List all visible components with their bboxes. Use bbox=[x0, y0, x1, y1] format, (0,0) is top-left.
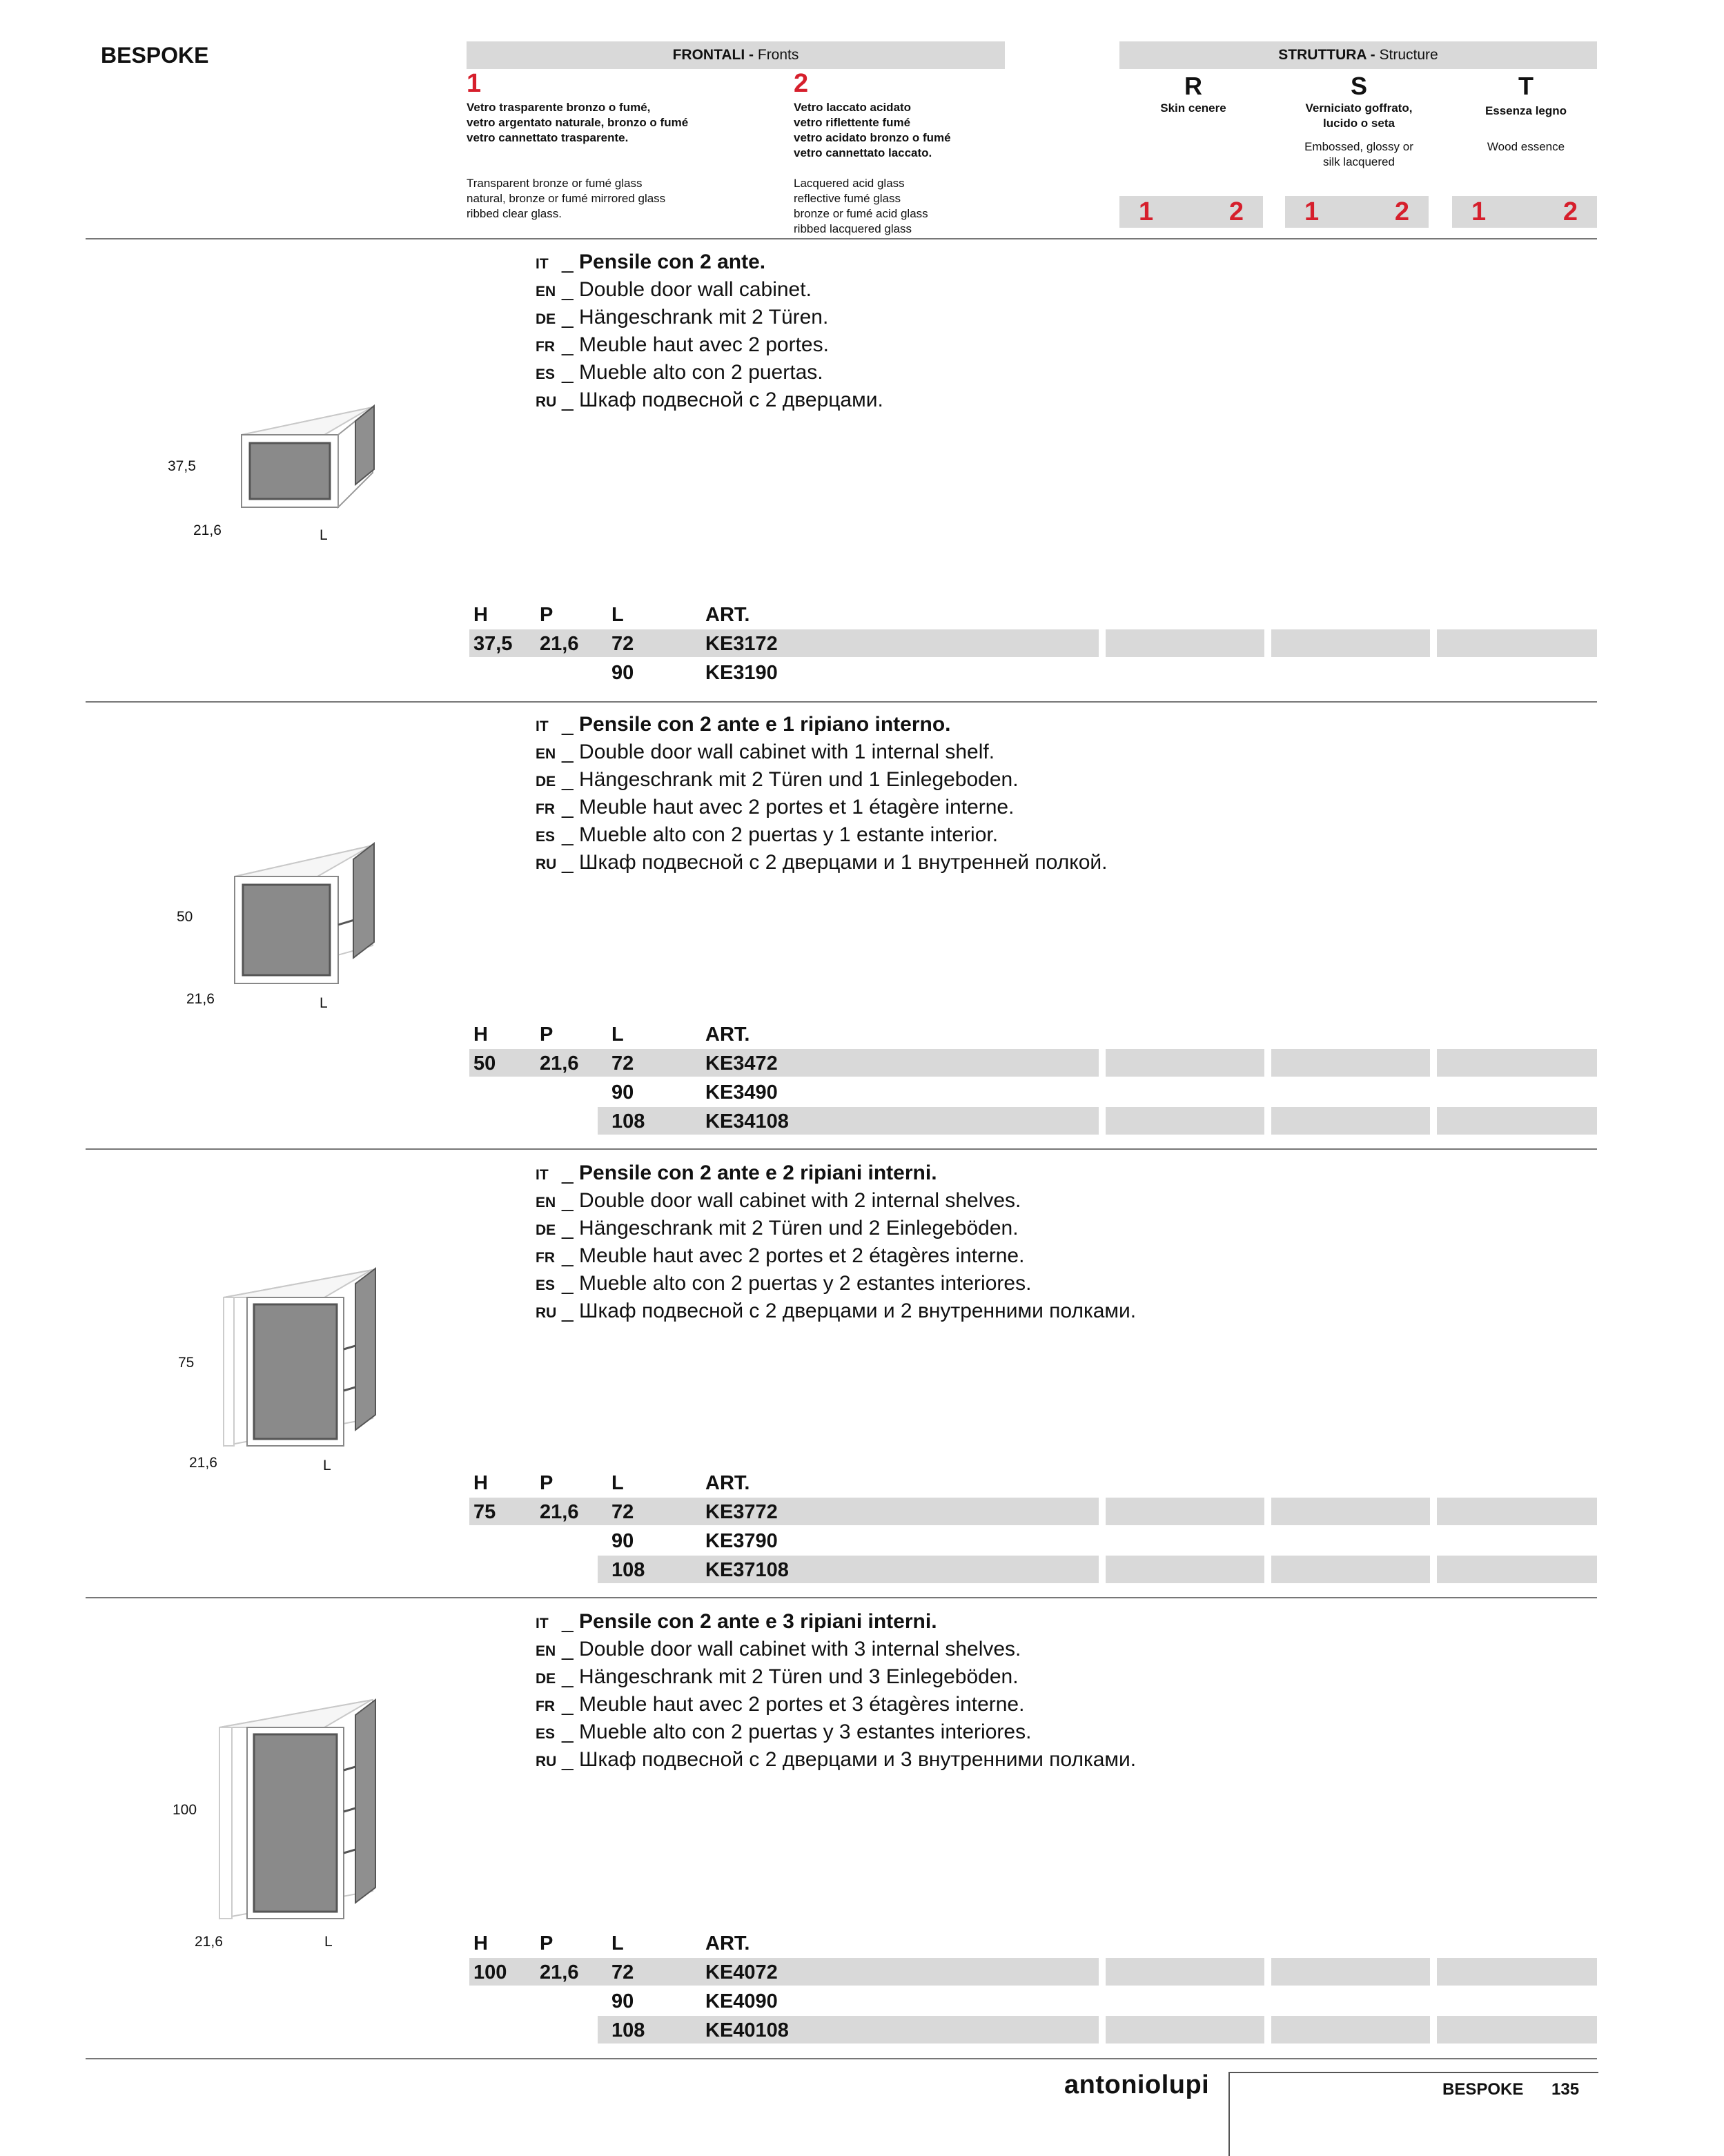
grid-number: 1 bbox=[1139, 197, 1154, 226]
lang-code: RU bbox=[536, 1305, 557, 1321]
structure-s-it: Verniciato goffrato, bbox=[1305, 101, 1413, 115]
front-2-en-line: bronze or fumé acid glass bbox=[794, 207, 928, 220]
dim-depth-label: 21,6 bbox=[193, 522, 222, 538]
cabinet-drawing-4 bbox=[214, 1694, 380, 1929]
lang-code: RU bbox=[536, 856, 557, 872]
footer-page-number: 135 bbox=[1551, 2080, 1580, 2099]
dim-height-label: 37,5 bbox=[168, 458, 196, 474]
col-l-header: L bbox=[611, 1472, 624, 1494]
desc-line: EN _ Double door wall cabinet with 2 internal shelves. bbox=[536, 1187, 1136, 1215]
desc-text: Meuble haut avec 2 portes et 2 étagères interne. bbox=[579, 1244, 1025, 1267]
front-1-it-line: vetro cannettato trasparente. bbox=[467, 131, 629, 144]
fronts-header-normal: Fronts bbox=[754, 47, 799, 63]
grid-number: 1 bbox=[1471, 197, 1487, 226]
desc-line: RU _ Шкаф подвесной с 2 дверцами. bbox=[536, 386, 883, 414]
product-3-description bbox=[536, 1159, 1136, 1325]
brand-logo: antoniolupi bbox=[1064, 2070, 1210, 2099]
table-cell-t bbox=[1437, 1107, 1597, 1135]
front-1-en-line: ribbed clear glass. bbox=[467, 207, 562, 220]
desc-text: Hängeschrank mit 2 Türen. bbox=[579, 306, 829, 329]
table-cell-t bbox=[1437, 2016, 1597, 2044]
cabinet-drawing-1 bbox=[221, 393, 380, 518]
dim-depth-label: 21,6 bbox=[189, 1455, 217, 1471]
structure-t-letter: T bbox=[1518, 72, 1534, 100]
row-art: KE37108 bbox=[705, 1559, 789, 1581]
table-cell-r bbox=[1106, 1498, 1264, 1525]
section-divider bbox=[86, 2058, 1597, 2059]
col-art-header: ART. bbox=[705, 604, 750, 626]
desc-text: Double door wall cabinet with 2 internal shelves. bbox=[579, 1189, 1021, 1212]
row-l: 72 bbox=[611, 1961, 634, 1983]
desc-text: Mueble alto con 2 puertas y 1 estante interior. bbox=[579, 823, 999, 846]
desc-text: Meuble haut avec 2 portes et 3 étagères interne. bbox=[579, 1693, 1025, 1716]
desc-line: FR _ Meuble haut avec 2 portes. bbox=[536, 331, 883, 359]
structure-s bbox=[1285, 72, 1433, 170]
dim-width-label: L bbox=[324, 1934, 333, 1950]
col-h-header: H bbox=[473, 604, 488, 626]
desc-line: FR _ Meuble haut avec 2 portes et 1 étagère interne. bbox=[536, 794, 1108, 821]
desc-line: EN _ Double door wall cabinet. bbox=[536, 276, 883, 304]
desc-line: EN _ Double door wall cabinet with 1 internal shelf. bbox=[536, 738, 1108, 766]
table-cell-t bbox=[1437, 629, 1597, 657]
dim-depth-label: 21,6 bbox=[195, 1934, 223, 1950]
table-cell-r bbox=[1106, 1107, 1264, 1135]
front-2-desc bbox=[794, 100, 951, 237]
front-2-it-line: vetro riflettente fumé bbox=[794, 116, 911, 129]
desc-line: ES _ Mueble alto con 2 puertas. bbox=[536, 359, 883, 386]
row-l: 72 bbox=[611, 1052, 634, 1075]
desc-line: DE _ Hängeschrank mit 2 Türen und 1 Einlegeboden. bbox=[536, 766, 1108, 794]
row-h: 75 bbox=[473, 1501, 496, 1523]
col-art-header: ART. bbox=[705, 1023, 750, 1046]
structure-header-bold: STRUTTURA - bbox=[1278, 47, 1375, 63]
table-cell-s bbox=[1271, 1556, 1430, 1583]
table-cell-s bbox=[1271, 1498, 1430, 1525]
row-l: 90 bbox=[611, 1990, 634, 2012]
lang-code: DE bbox=[536, 1222, 556, 1238]
front-1-it-line: vetro argentato naturale, bronzo o fumé bbox=[467, 116, 689, 129]
front-2-it-line: vetro cannettato laccato. bbox=[794, 146, 932, 159]
footer-section: BESPOKE bbox=[1442, 2080, 1524, 2099]
desc-text: Pensile con 2 ante e 3 ripiani interni. bbox=[579, 1610, 937, 1633]
row-p: 21,6 bbox=[540, 1501, 579, 1523]
lang-code: IT bbox=[536, 718, 549, 734]
fronts-header-bold: FRONTALI - bbox=[672, 47, 754, 63]
row-art: KE4090 bbox=[705, 1990, 778, 2012]
table-cell-r bbox=[1106, 1958, 1264, 1986]
desc-line: DE _ Hängeschrank mit 2 Türen. bbox=[536, 304, 883, 331]
table-cell-r bbox=[1106, 629, 1264, 657]
page-title: BESPOKE bbox=[101, 43, 209, 68]
row-h: 50 bbox=[473, 1052, 496, 1075]
table-cell-r bbox=[1106, 1049, 1264, 1077]
desc-line: FR _ Meuble haut avec 2 portes et 2 étagères interne. bbox=[536, 1242, 1136, 1270]
desc-text: Double door wall cabinet with 1 internal shelf. bbox=[579, 741, 995, 763]
lang-code: EN bbox=[536, 1195, 556, 1211]
front-2-number: 2 bbox=[794, 69, 809, 98]
row-l: 72 bbox=[611, 1501, 634, 1523]
desc-text: Meuble haut avec 2 portes. bbox=[579, 333, 829, 356]
structure-header-normal: Structure bbox=[1375, 47, 1438, 63]
table-row-bg bbox=[598, 1556, 1099, 1583]
row-art: KE3490 bbox=[705, 1081, 778, 1104]
col-h-header: H bbox=[473, 1023, 488, 1046]
row-art: KE4072 bbox=[705, 1961, 778, 1983]
structure-t-grid bbox=[1452, 196, 1597, 228]
table-cell-s bbox=[1271, 2016, 1430, 2044]
desc-text: Hängeschrank mit 2 Türen und 2 Einlegeböden. bbox=[579, 1217, 1019, 1239]
lang-code: RU bbox=[536, 394, 557, 410]
col-l-header: L bbox=[611, 1023, 624, 1046]
row-art: KE3472 bbox=[705, 1052, 778, 1075]
desc-line: ES _ Mueble alto con 2 puertas y 1 estante interior. bbox=[536, 821, 1108, 849]
col-art-header: ART. bbox=[705, 1472, 750, 1494]
structure-t-en: Wood essence bbox=[1487, 140, 1565, 153]
front-1-en-line: Transparent bronze or fumé glass bbox=[467, 177, 643, 190]
lang-code: DE bbox=[536, 774, 556, 790]
desc-line: DE _ Hängeschrank mit 2 Türen und 2 Einlegeböden. bbox=[536, 1215, 1136, 1242]
lang-code: ES bbox=[536, 366, 556, 382]
desc-text: Mueble alto con 2 puertas. bbox=[579, 361, 823, 384]
table-cell-t bbox=[1437, 1498, 1597, 1525]
desc-line: RU _ Шкаф подвесной с 2 дверцами и 1 внутренней полкой. bbox=[536, 849, 1108, 876]
row-l: 72 bbox=[611, 633, 634, 655]
dim-depth-label: 21,6 bbox=[186, 991, 215, 1007]
col-h-header: H bbox=[473, 1472, 488, 1494]
section-divider bbox=[86, 1597, 1597, 1598]
structure-s-letter: S bbox=[1350, 72, 1367, 100]
desc-line: RU _ Шкаф подвесной с 2 дверцами и 2 внутренними полками. bbox=[536, 1297, 1136, 1325]
lang-code: FR bbox=[536, 1698, 555, 1714]
table-cell-s bbox=[1271, 1107, 1430, 1135]
desc-text: Meuble haut avec 2 portes et 1 étagère interne. bbox=[579, 796, 1015, 819]
row-l: 90 bbox=[611, 1081, 634, 1104]
grid-number: 1 bbox=[1304, 197, 1320, 226]
row-p: 21,6 bbox=[540, 633, 579, 655]
desc-line: IT _ Pensile con 2 ante e 1 ripiano interno. bbox=[536, 711, 1108, 738]
front-2-it-line: Vetro laccato acidato bbox=[794, 101, 912, 114]
col-p-header: P bbox=[540, 604, 554, 626]
desc-line: IT _ Pensile con 2 ante e 3 ripiani interni. bbox=[536, 1608, 1136, 1636]
section-divider bbox=[86, 1148, 1597, 1150]
structure-r-letter: R bbox=[1184, 72, 1202, 100]
row-art: KE34108 bbox=[705, 1110, 789, 1133]
lang-code: FR bbox=[536, 339, 555, 355]
lang-code: DE bbox=[536, 1671, 556, 1687]
structure-t bbox=[1452, 72, 1600, 155]
row-h: 100 bbox=[473, 1961, 507, 1983]
cabinet-drawing-3 bbox=[214, 1263, 380, 1456]
lang-code: IT bbox=[536, 256, 549, 272]
lang-code: EN bbox=[536, 1643, 556, 1659]
desc-text: Mueble alto con 2 puertas y 2 estantes interiores. bbox=[579, 1272, 1032, 1295]
structure-s-grid bbox=[1285, 196, 1429, 228]
lang-code: DE bbox=[536, 311, 556, 327]
desc-text: Шкаф подвесной с 2 дверцами и 2 внутренними полками. bbox=[579, 1300, 1137, 1322]
lang-code: EN bbox=[536, 746, 556, 762]
table-row-bg bbox=[598, 2016, 1099, 2044]
front-2-en-line: ribbed lacquered glass bbox=[794, 222, 912, 235]
row-l: 90 bbox=[611, 662, 634, 684]
lang-code: ES bbox=[536, 1726, 556, 1742]
front-2-en-line: Lacquered acid glass bbox=[794, 177, 905, 190]
desc-line: ES _ Mueble alto con 2 puertas y 3 estantes interiores. bbox=[536, 1718, 1136, 1746]
front-1-number: 1 bbox=[467, 69, 482, 98]
dim-width-label: L bbox=[320, 527, 328, 543]
product-1-description bbox=[536, 248, 883, 414]
desc-text: Шкаф подвесной с 2 дверцами и 1 внутренней полкой. bbox=[579, 851, 1108, 874]
table-cell-t bbox=[1437, 1556, 1597, 1583]
structure-r-grid bbox=[1119, 196, 1263, 228]
lang-code: FR bbox=[536, 801, 555, 817]
lang-code: IT bbox=[536, 1167, 549, 1183]
col-art-header: ART. bbox=[705, 1932, 750, 1954]
table-cell-r bbox=[1106, 1556, 1264, 1583]
row-h: 37,5 bbox=[473, 633, 513, 655]
table-cell-s bbox=[1271, 1049, 1430, 1077]
structure-r-it: Skin cenere bbox=[1160, 101, 1226, 115]
row-p: 21,6 bbox=[540, 1961, 579, 1983]
desc-text: Mueble alto con 2 puertas y 3 estantes interiores. bbox=[579, 1721, 1032, 1743]
desc-text: Pensile con 2 ante. bbox=[579, 251, 766, 273]
col-p-header: P bbox=[540, 1023, 554, 1046]
structure-header bbox=[1119, 41, 1597, 69]
desc-line: DE _ Hängeschrank mit 2 Türen und 3 Einlegeböden. bbox=[536, 1663, 1136, 1691]
dim-height-label: 100 bbox=[173, 1802, 197, 1818]
front-1-en-line: natural, bronze or fumé mirrored glass bbox=[467, 192, 666, 205]
table-row-bg bbox=[598, 1107, 1099, 1135]
lang-code: RU bbox=[536, 1754, 557, 1770]
desc-line: EN _ Double door wall cabinet with 3 internal shelves. bbox=[536, 1636, 1136, 1663]
desc-line: IT _ Pensile con 2 ante. bbox=[536, 248, 883, 276]
desc-text: Шкаф подвесной с 2 дверцами. bbox=[579, 389, 883, 411]
front-2-it-line: vetro acidato bronzo o fumé bbox=[794, 131, 951, 144]
structure-s-en: Embossed, glossy or bbox=[1304, 140, 1413, 153]
desc-line: FR _ Meuble haut avec 2 portes et 3 étagères interne. bbox=[536, 1691, 1136, 1718]
row-art: KE3790 bbox=[705, 1530, 778, 1552]
cabinet-drawing-2 bbox=[207, 835, 380, 994]
table-cell-s bbox=[1271, 1958, 1430, 1986]
lang-code: FR bbox=[536, 1250, 555, 1266]
grid-number: 2 bbox=[1563, 197, 1578, 226]
col-p-header: P bbox=[540, 1472, 554, 1494]
row-l: 90 bbox=[611, 1530, 634, 1552]
row-l: 108 bbox=[611, 1559, 645, 1581]
desc-text: Pensile con 2 ante e 2 ripiani interni. bbox=[579, 1162, 937, 1184]
row-art: KE40108 bbox=[705, 2019, 789, 2041]
row-l: 108 bbox=[611, 1110, 645, 1133]
front-2-en-line: reflective fumé glass bbox=[794, 192, 901, 205]
row-art: KE3172 bbox=[705, 633, 778, 655]
lang-code: ES bbox=[536, 829, 556, 845]
row-l: 108 bbox=[611, 2019, 645, 2041]
front-1-desc bbox=[467, 100, 688, 222]
product-4-description bbox=[536, 1608, 1136, 1774]
grid-number: 2 bbox=[1228, 197, 1244, 226]
structure-t-it: Essenza legno bbox=[1485, 104, 1567, 117]
dim-height-label: 50 bbox=[177, 909, 193, 925]
structure-r bbox=[1119, 72, 1267, 116]
col-p-header: P bbox=[540, 1932, 554, 1954]
desc-line: ES _ Mueble alto con 2 puertas y 2 estantes interiores. bbox=[536, 1270, 1136, 1297]
desc-line: IT _ Pensile con 2 ante e 2 ripiani interni. bbox=[536, 1159, 1136, 1187]
row-art: KE3772 bbox=[705, 1501, 778, 1523]
table-cell-r bbox=[1106, 2016, 1264, 2044]
desc-line: RU _ Шкаф подвесной с 2 дверцами и 3 внутренними полками. bbox=[536, 1746, 1136, 1774]
dim-width-label: L bbox=[323, 1458, 331, 1473]
structure-s-it: lucido o seta bbox=[1323, 117, 1395, 130]
col-h-header: H bbox=[473, 1932, 488, 1954]
table-cell-t bbox=[1437, 1958, 1597, 1986]
desc-text: Hängeschrank mit 2 Türen und 3 Einlegeböden. bbox=[579, 1665, 1019, 1688]
lang-code: ES bbox=[536, 1277, 556, 1293]
front-1-it-line: Vetro trasparente bronzo o fumé, bbox=[467, 101, 651, 114]
desc-text: Double door wall cabinet. bbox=[579, 278, 812, 301]
row-p: 21,6 bbox=[540, 1052, 579, 1075]
section-divider bbox=[86, 238, 1597, 239]
table-cell-t bbox=[1437, 1049, 1597, 1077]
lang-code: EN bbox=[536, 284, 556, 300]
desc-text: Double door wall cabinet with 3 internal shelves. bbox=[579, 1638, 1021, 1660]
table-cell-s bbox=[1271, 629, 1430, 657]
footer-box bbox=[1228, 2072, 1598, 2156]
row-art: KE3190 bbox=[705, 662, 778, 684]
lang-code: IT bbox=[536, 1616, 549, 1631]
grid-number: 2 bbox=[1394, 197, 1409, 226]
desc-text: Шкаф подвесной с 2 дверцами и 3 внутренними полками. bbox=[579, 1748, 1137, 1771]
dim-height-label: 75 bbox=[178, 1355, 195, 1371]
desc-text: Pensile con 2 ante e 1 ripiano interno. bbox=[579, 713, 951, 736]
fronts-header bbox=[467, 41, 1005, 69]
product-2-description bbox=[536, 711, 1108, 876]
section-divider bbox=[86, 701, 1597, 703]
dim-width-label: L bbox=[320, 995, 328, 1011]
col-l-header: L bbox=[611, 604, 624, 626]
col-l-header: L bbox=[611, 1932, 624, 1954]
structure-s-en: silk lacquered bbox=[1323, 155, 1395, 168]
desc-text: Hängeschrank mit 2 Türen und 1 Einlegeboden. bbox=[579, 768, 1019, 791]
